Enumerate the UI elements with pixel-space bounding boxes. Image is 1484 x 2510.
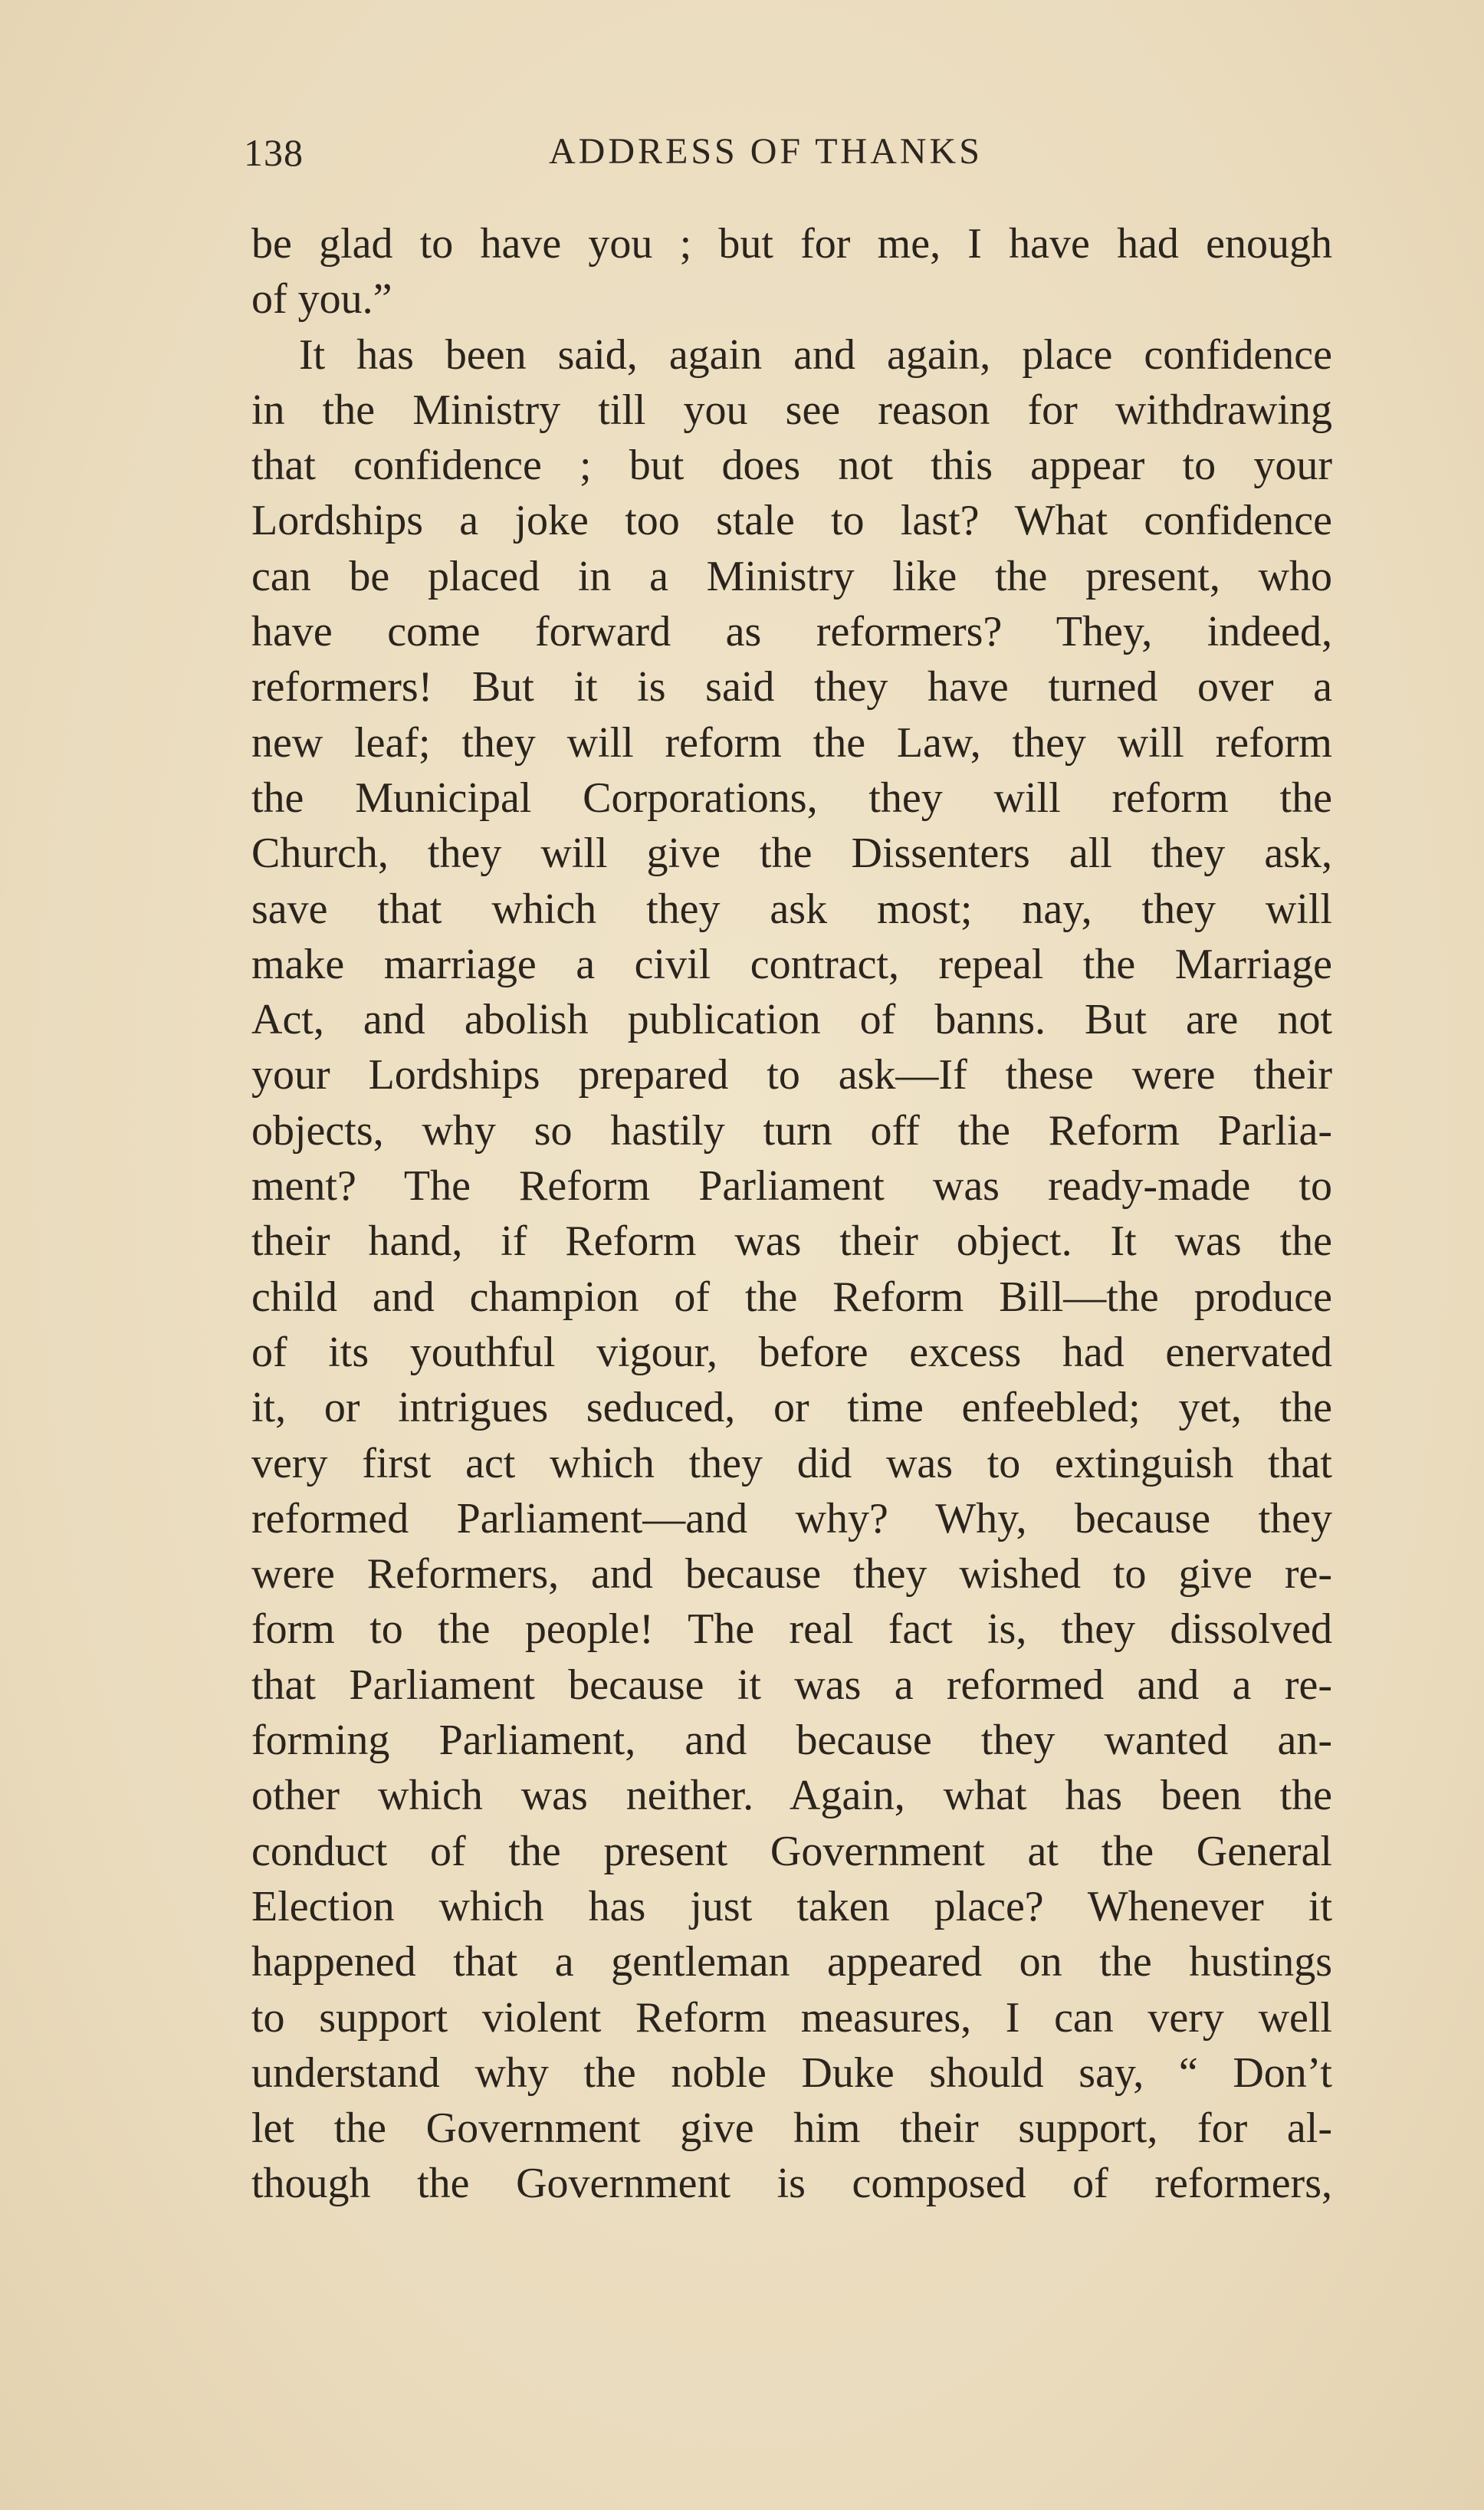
text-line: make marriage a civil contract, repeal the Marriage xyxy=(251,940,1332,988)
text-line: conduct of the present Government at the General xyxy=(251,1827,1332,1875)
text-line: forming Parliament, and because they wanted an- xyxy=(251,1717,1332,1765)
text-line: child and champion of the Reform Bill—the produce xyxy=(251,1273,1332,1321)
text-line: ment? The Reform Parliament was ready-made to xyxy=(251,1162,1332,1211)
text-line: to support violent Reform measures, I can very well xyxy=(251,1993,1332,2042)
text-line: Act, and abolish publication of banns. But are not xyxy=(251,996,1332,1044)
text-line: Election which has just taken place? Whenever it xyxy=(251,1882,1332,1930)
text-line: can be placed in a Ministry like the present, who xyxy=(251,552,1332,600)
text-line: understand why the noble Duke should say, “ Don’t xyxy=(251,2048,1332,2097)
text-line: in the Ministry till you see reason for withdrawing xyxy=(251,386,1332,434)
text-line: other which was neither. Again, what has been the xyxy=(251,1772,1332,1820)
text-line: reformed Parliament—and why? Why, because they xyxy=(251,1494,1332,1542)
text-line: Lordships a joke too stale to last? What confidence xyxy=(251,497,1332,545)
text-line: let the Government give him their support, for al- xyxy=(251,2104,1332,2153)
text-line: very first act which they did was to extinguish that xyxy=(251,1439,1332,1487)
text-line: be glad to have you ; but for me, I have had enough xyxy=(251,220,1332,268)
running-title: ADDRESS OF THANKS xyxy=(549,131,983,172)
text-line: of its youthful vigour, before excess had enervated xyxy=(251,1328,1332,1376)
text-line: of you.” xyxy=(251,275,392,324)
page-number: 138 xyxy=(244,131,304,174)
text-line: that Parliament because it was a reformed and a re- xyxy=(251,1661,1332,1709)
text-line: though the Government is composed of reformers, xyxy=(251,2160,1332,2208)
text-line: were Reformers, and because they wished to give re- xyxy=(251,1550,1332,1598)
text-line: form to the people! The real fact is, they dissolved xyxy=(251,1605,1332,1654)
text-line: save that which they ask most; nay, they will xyxy=(251,885,1332,933)
text-line: It has been said, again and again, place confidence xyxy=(299,330,1332,379)
text-line: new leaf; they will reform the Law, they will reform xyxy=(251,718,1332,767)
body-text xyxy=(251,216,1332,2212)
text-line: Church, they will give the Dissenters all they ask, xyxy=(251,830,1332,878)
text-line: reformers! But it is said they have turned over a xyxy=(251,663,1332,711)
text-line: happened that a gentleman appeared on the hustings xyxy=(251,1938,1332,1986)
text-line: your Lordships prepared to ask—If these were their xyxy=(251,1051,1332,1099)
text-line: objects, why so hastily turn off the Reform Parlia- xyxy=(251,1106,1332,1155)
text-line: that confidence ; but does not this appear to your xyxy=(251,442,1332,490)
text-line: have come forward as reformers? They, indeed, xyxy=(251,608,1332,656)
text-line: their hand, if Reform was their object. It was the xyxy=(251,1217,1332,1266)
text-line: the Municipal Corporations, they will reform the xyxy=(251,774,1332,822)
text-line: it, or intrigues seduced, or time enfeebled; yet, the xyxy=(251,1384,1332,1432)
page-header xyxy=(244,130,1332,184)
